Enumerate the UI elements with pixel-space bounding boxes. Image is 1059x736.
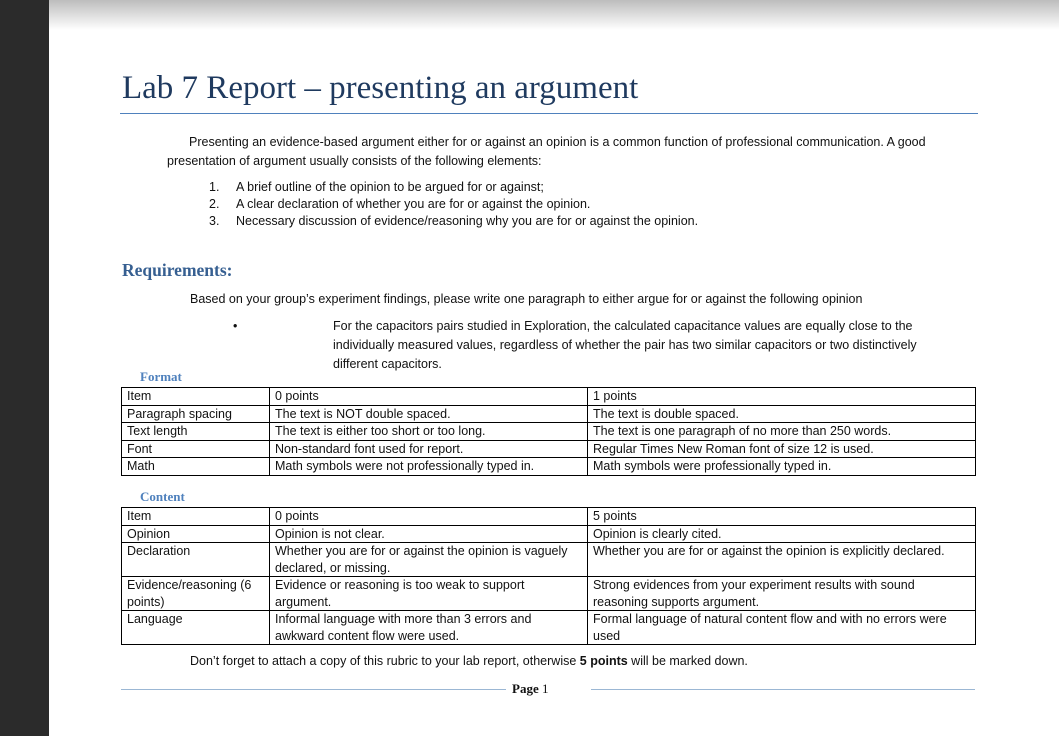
table-cell: Opinion <box>122 525 270 543</box>
reminder-text: Don’t forget to attach a copy of this rubric to your lab report, otherwise <box>190 654 580 668</box>
reminder-text-end: will be marked down. <box>627 654 748 668</box>
requirements-text: Based on your group’s experiment findings, please write one paragraph to either argue for or against the following opinion <box>190 292 863 306</box>
table-cell: 1 points <box>588 388 976 406</box>
table-cell: Evidence or reasoning is too weak to support argument. <box>270 577 588 611</box>
table-cell: Opinion is not clear. <box>270 525 588 543</box>
opinion-bullet <box>235 317 955 374</box>
list-number: 1. <box>209 180 220 194</box>
page-footer-rule-left <box>121 689 506 690</box>
requirements-heading: Requirements: <box>122 260 233 280</box>
table-cell: Item <box>122 388 270 406</box>
intro-paragraph: Presenting an evidence-based argument either for or against an opinion is a common function of professional communication. A good presentation of argument usually consists of the following elements: <box>167 135 926 168</box>
table-cell: Language <box>122 611 270 645</box>
page-label: Page <box>512 681 539 696</box>
rubric-reminder <box>190 652 748 670</box>
page-number <box>512 681 548 697</box>
list-text: Necessary discussion of evidence/reasoning why you are for or against the opinion. <box>236 214 699 228</box>
table-row <box>122 525 976 543</box>
reminder-penalty: 5 points <box>579 654 628 668</box>
table-row <box>122 423 976 441</box>
bullet-dot-icon: • <box>233 319 238 333</box>
elements-list <box>209 179 698 230</box>
format-label: Format <box>140 369 182 384</box>
table-cell: Font <box>122 440 270 458</box>
table-cell: Item <box>122 508 270 526</box>
table-row <box>122 611 976 645</box>
format-table <box>121 387 976 476</box>
document-page <box>49 0 1059 736</box>
content-label: Content <box>140 489 185 504</box>
table-row <box>122 543 976 577</box>
table-row <box>122 577 976 611</box>
table-cell: Whether you are for or against the opinion is vaguely declared, or missing. <box>270 543 588 577</box>
opinion-statement: For the capacitors pairs studied in Exploration, the calculated capacitance values are equally close to the individually measured values, regardless of whether the pair has two similar capacitors or two distinctively different capacitors. <box>333 319 917 371</box>
table-cell: 5 points <box>588 508 976 526</box>
page-title: Lab 7 Report – presenting an argument <box>122 70 639 106</box>
list-item <box>209 179 698 196</box>
table-row <box>122 458 976 476</box>
table-cell: Whether you are for or against the opinion is explicitly declared. <box>588 543 976 577</box>
list-number: 3. <box>209 214 220 228</box>
table-cell: Text length <box>122 423 270 441</box>
page-number-value: 1 <box>541 681 549 696</box>
opinion-text <box>284 317 955 374</box>
table-cell: The text is double spaced. <box>588 405 976 423</box>
table-row <box>122 440 976 458</box>
table-cell: Strong evidences from your experiment results with sound reasoning supports argument. <box>588 577 976 611</box>
content-table <box>121 507 976 645</box>
table-row <box>122 388 976 406</box>
table-cell: Formal language of natural content flow and with no errors were used <box>588 611 976 645</box>
table-cell: The text is either too short or too long. <box>270 423 588 441</box>
list-text: A brief outline of the opinion to be argued for or against; <box>236 180 544 194</box>
table-row <box>122 508 976 526</box>
table-cell: Declaration <box>122 543 270 577</box>
table-cell: Opinion is clearly cited. <box>588 525 976 543</box>
table-cell: Non-standard font used for report. <box>270 440 588 458</box>
table-cell: Informal language with more than 3 errors and awkward content flow were used. <box>270 611 588 645</box>
table-cell: Math <box>122 458 270 476</box>
top-shadow <box>49 0 1059 30</box>
list-item <box>209 196 698 213</box>
table-cell: 0 points <box>270 508 588 526</box>
title-underline <box>120 113 978 114</box>
table-cell: The text is NOT double spaced. <box>270 405 588 423</box>
list-text: A clear declaration of whether you are for or against the opinion. <box>236 197 591 211</box>
table-cell: 0 points <box>270 388 588 406</box>
table-cell: Math symbols were not professionally typed in. <box>270 458 588 476</box>
table-cell: Regular Times New Roman font of size 12 is used. <box>588 440 976 458</box>
table-cell: Evidence/reasoning (6 points) <box>122 577 270 611</box>
table-cell: The text is one paragraph of no more than 250 words. <box>588 423 976 441</box>
table-row <box>122 405 976 423</box>
list-item <box>209 213 698 230</box>
table-cell: Paragraph spacing <box>122 405 270 423</box>
table-cell: Math symbols were professionally typed in. <box>588 458 976 476</box>
page-footer-rule-right <box>591 689 975 690</box>
list-number: 2. <box>209 197 220 211</box>
